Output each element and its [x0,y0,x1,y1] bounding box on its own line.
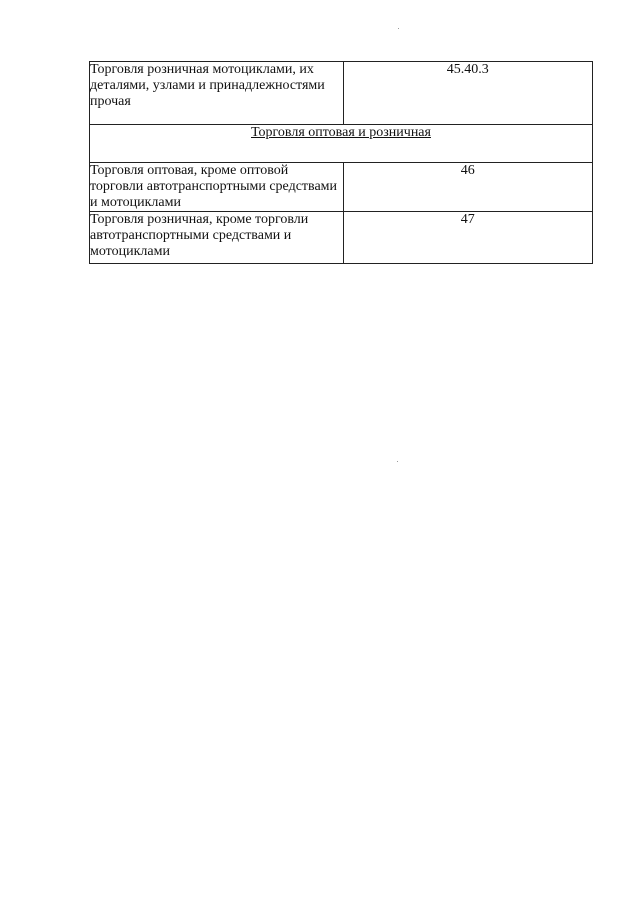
activity-code-cell: 46 [343,163,593,212]
activity-name-cell: Торговля оптовая, кроме оптовой торговли автотранспортными средствами и мотоциклами [90,163,344,212]
section-row [90,125,593,163]
activity-name-cell: Торговля розничная мотоциклами, их деталями, узлами и принадлежностями прочая [90,62,344,125]
table-row [90,212,593,264]
scan-speck [398,28,399,29]
section-header-cell [90,125,593,163]
activity-codes-table [89,61,593,264]
activity-code-cell: 47 [343,212,593,264]
table-row [90,163,593,212]
table-row [90,62,593,125]
activity-name-cell: Торговля розничная, кроме торговли автотранспортными средствами и мотоциклами [90,212,344,264]
section-title: Торговля оптовая и розничная [251,125,431,140]
activity-code-cell: 45.40.3 [343,62,593,125]
scan-speck [397,461,398,462]
